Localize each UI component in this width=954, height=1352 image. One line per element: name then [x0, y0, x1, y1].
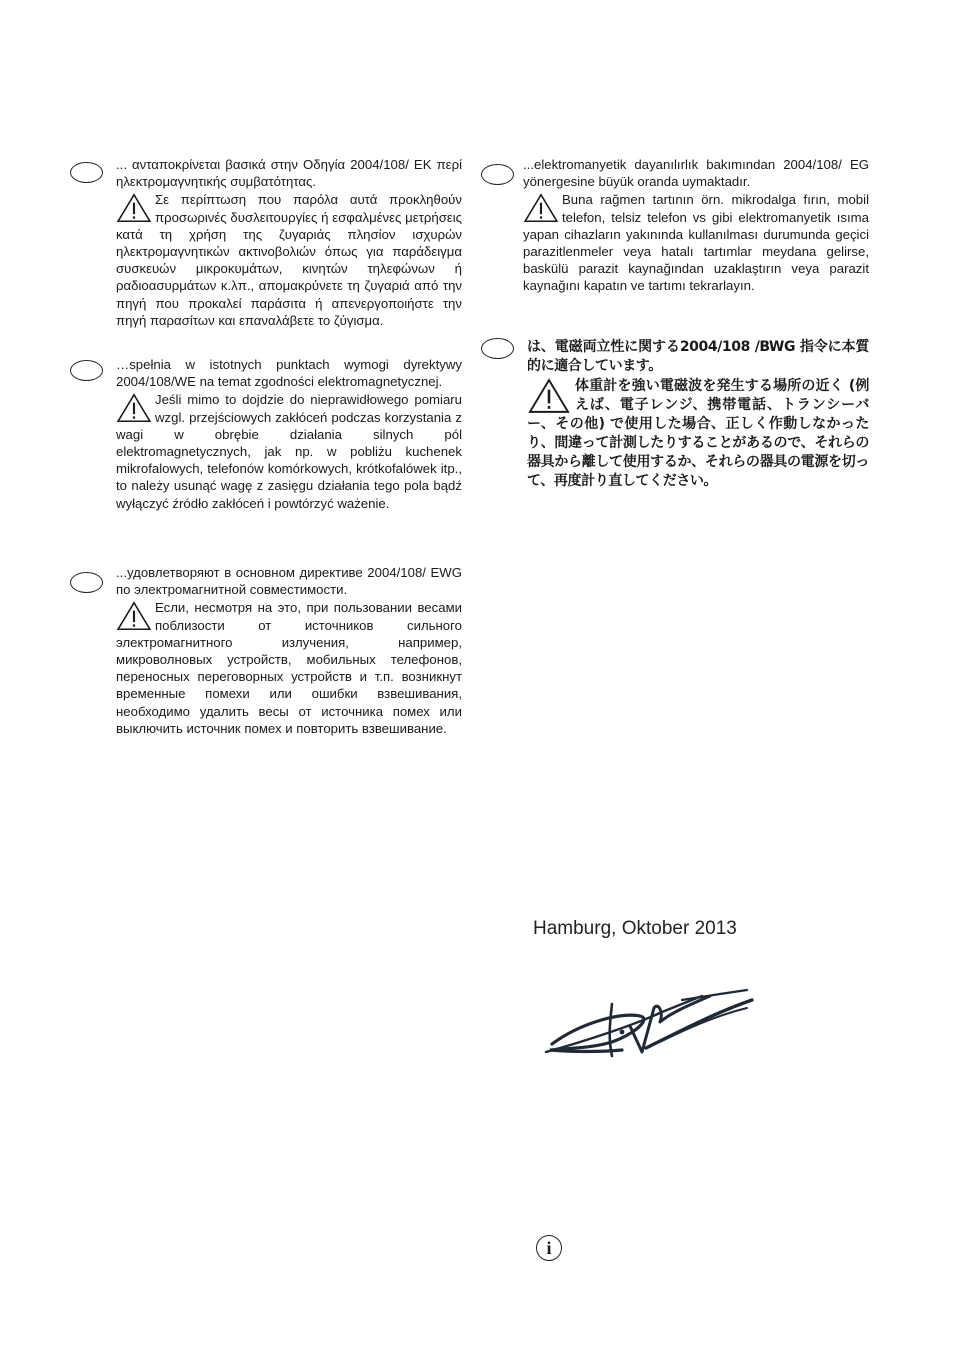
- section-gr: [116, 156, 462, 329]
- language-oval-pl: [70, 360, 103, 381]
- info-icon: [536, 1235, 562, 1261]
- section-tr: [523, 156, 869, 295]
- place-date: Hamburg, Oktober 2013: [533, 918, 737, 939]
- section-ru: [116, 564, 462, 737]
- directive-text: ... ανταποκρίνεται βασικά στην Οδηγία 2004/108/ ΕΚ περί ηλεκτρομαγνητικής συμβατότητας.: [116, 157, 462, 190]
- warning-icon: [116, 393, 152, 423]
- warning-icon: [116, 193, 152, 223]
- language-oval-gr: [70, 162, 103, 183]
- warning-text: 体重計を強い電磁波を発生する場所の近く (例えば、電子レンジ、携帯電話、トランシーバー、その他) で使用した場合、正しく作動しなかったり、間違って計測したりすることがあるので、それらの器具から離して使用するか、それらの器具の電源を切って、再度計り直してください。: [527, 378, 869, 489]
- warning-text: Buna rağmen tartının örn. mikrodalga fırın, mobil telefon, telsiz telefon vs gibi elektromanyetik ısıma yapan cihazların yakınında kullanılması durumunda geçici parazitlenmeler veya hatalı tartımlar meydana gelirse, baskülü parazit kaynağından uzaklaştırın veya parazit kaynağını kapatın ve tartımı tekrarlayın.: [523, 192, 869, 294]
- language-oval-jp: [481, 338, 514, 359]
- language-oval-ru: [70, 572, 103, 593]
- directive-text: …spełnia w istotnych punktach wymogi dyrektywy 2004/108/WE na temat zgodności elektromagnetycznej.: [116, 357, 462, 390]
- section-jp: [527, 338, 869, 491]
- info-symbol: i: [546, 1238, 552, 1258]
- warning-icon: [116, 601, 152, 631]
- directive-text: は、電磁両立性に関する2004/108 /BWG 指令に本質 的に適合しています。: [527, 339, 869, 374]
- language-oval-tr: [481, 164, 514, 185]
- signature-image: [542, 982, 757, 1068]
- warning-text: Если, несмотря на это, при пользовании весами поблизости от источников сильного электромагнитного излучения, например, микроволновых устройств, мобильных телефонов, переносных переговорных устройств и т.п. возникнут временные помехи или ошибки взвешивания, необходимо удалить весы от источника помех или выключить источник помех и повторить взвешивание.: [116, 600, 462, 736]
- warning-icon: [523, 193, 559, 223]
- section-pl: [116, 356, 462, 512]
- directive-text: ...elektromanyetik dayanılırlık bakımından 2004/108/ EG yönergesine büyük oranda uymaktadır.: [523, 157, 869, 190]
- warning-text: Σε περίπτωση που παρόλα αυτά προκληθούν προσωρινές δυσλειτουργίες ή εσφαλμένες μετρήσεις κατά τη χρήση της ζυγαριάς πλησίον ισχυρών ηλεκτρομαγνητικών ακτινοβολιών όπως για παράδειγμα συσκευών μικροκυμάτων, κινητών τηλεφώνων ή ραδιοασυρμάτων κ.λπ., απομακρύνετε τη ζυγαριά από την πηγή που προκαλεί παράσιτα ή απενεργοποιήστε την πηγή παρασίτων και επαναλάβετε το ζύγισμα.: [116, 192, 462, 328]
- warning-icon: [527, 378, 571, 414]
- directive-text: ...удовлетворяют в основном директиве 2004/108/ EWG по электромагнитной совместимости.: [116, 565, 462, 598]
- warning-text: Jeśli mimo to dojdzie do nieprawidłowego pomiaru wzgl. przejściowych zakłóceń podczas korzystania z wagi w obrębie działania silnych pól elektromagnetycznych, jak np. w pobliżu kuchenek mikrofalowych, telefonów komórkowych, krótkofalówek itp., to należy usunąć wagę z zasięgu działania tego pola bądź wyłączyć źródło zakłóceń i powtórzyć ważenie.: [116, 392, 462, 511]
